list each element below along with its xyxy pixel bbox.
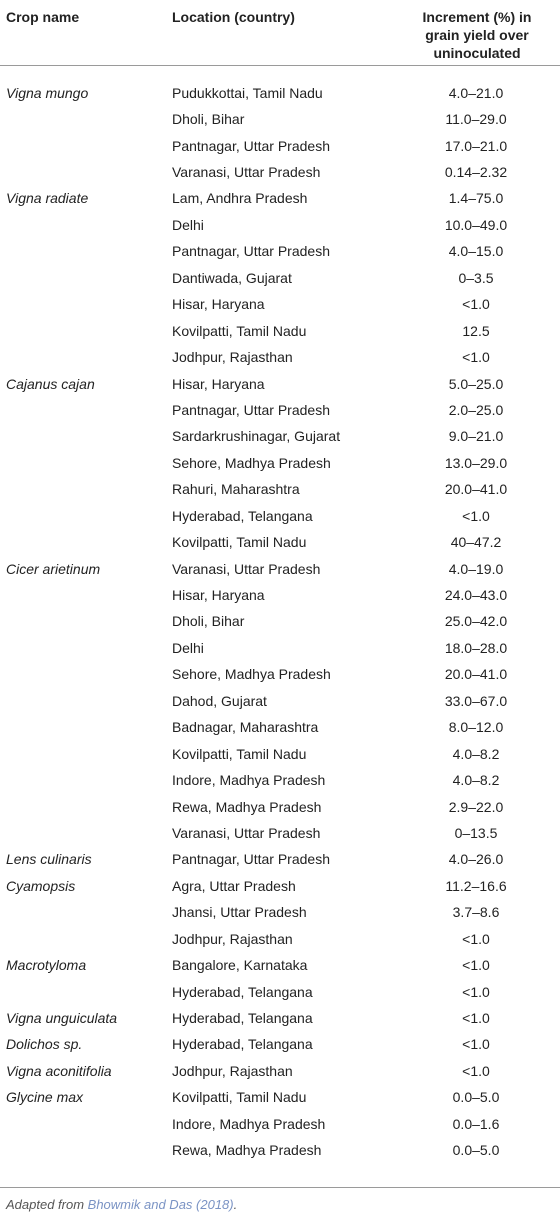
crop-name-cell <box>0 820 167 846</box>
increment-cell: 20.0–41.0 <box>444 666 508 683</box>
bottom-rule <box>0 1187 560 1188</box>
increment-cell: 40–47.2 <box>450 534 502 551</box>
location-cell: Hisar, Haryana <box>172 587 265 604</box>
increment-cell: 17.0–21.0 <box>444 137 508 154</box>
table-row <box>0 106 560 132</box>
crop-name-cell <box>0 793 167 819</box>
caption-suffix: . <box>233 1197 238 1212</box>
crop-name-cell: Macrotyloma <box>6 957 87 974</box>
header-increment <box>398 0 560 65</box>
location-cell: Lam, Andhra Pradesh <box>172 190 308 207</box>
increment-cell: <1.0 <box>462 1010 490 1027</box>
location-cell: Agra, Uttar Pradesh <box>172 877 296 894</box>
crop-name-cell <box>0 926 167 952</box>
increment-cell: 2.0–25.0 <box>448 401 504 418</box>
increment-cell: 20.0–41.0 <box>444 481 508 498</box>
header-crop-name: Crop name <box>0 0 167 65</box>
increment-cell: <1.0 <box>462 296 490 313</box>
location-cell: Varanasi, Uttar Pradesh <box>172 560 321 577</box>
location-cell: Rewa, Madhya Pradesh <box>172 798 322 815</box>
location-cell: Indore, Madhya Pradesh <box>172 1115 326 1132</box>
crop-name-cell <box>0 608 167 634</box>
location-cell: Pantnagar, Uttar Pradesh <box>172 401 330 418</box>
increment-cell: 0.0–1.6 <box>452 1115 500 1132</box>
table-row <box>0 397 560 423</box>
increment-cell: 4.0–21.0 <box>448 84 504 101</box>
crop-name-cell <box>0 159 167 185</box>
increment-cell: 25.0–42.0 <box>444 613 508 630</box>
table-row <box>0 635 560 661</box>
crop-name-cell <box>0 212 167 238</box>
table-row <box>0 688 560 714</box>
table-row <box>0 132 560 158</box>
crop-name-cell <box>0 635 167 661</box>
increment-cell: <1.0 <box>462 1062 490 1079</box>
crop-name-cell <box>0 1137 167 1163</box>
location-cell: Jhansi, Uttar Pradesh <box>172 904 307 921</box>
table-row <box>0 317 560 343</box>
crop-name-cell <box>0 529 167 555</box>
table-row <box>0 212 560 238</box>
increment-cell: 10.0–49.0 <box>444 216 508 233</box>
increment-cell: 5.0–25.0 <box>448 375 504 392</box>
location-cell: Hyderabad, Telangana <box>172 983 313 1000</box>
table-row <box>0 1137 560 1163</box>
table-row <box>0 555 560 581</box>
location-cell: Pantnagar, Uttar Pradesh <box>172 243 330 260</box>
location-cell: Kovilpatti, Tamil Nadu <box>172 745 307 762</box>
table-row <box>0 1005 560 1031</box>
crop-name-cell <box>0 291 167 317</box>
table-row <box>0 1031 560 1057</box>
crop-name-cell <box>0 423 167 449</box>
location-cell: Kovilpatti, Tamil Nadu <box>172 534 307 551</box>
location-cell: Hyderabad, Telangana <box>172 1036 313 1053</box>
location-cell: Jodhpur, Rajasthan <box>172 1062 293 1079</box>
table-row <box>0 899 560 925</box>
increment-cell: 33.0–67.0 <box>444 692 508 709</box>
increment-cell: 11.2–16.6 <box>445 877 507 894</box>
crop-name-cell <box>0 978 167 1004</box>
location-cell: Hisar, Haryana <box>172 375 265 392</box>
crop-name-cell: Vigna aconitifolia <box>6 1062 112 1079</box>
increment-cell: 0.14–2.32 <box>444 164 508 181</box>
header-row <box>0 0 560 65</box>
caption-prefix: Adapted from <box>6 1197 88 1212</box>
table-row <box>0 159 560 185</box>
table-caption <box>6 1197 237 1212</box>
table-row <box>0 846 560 872</box>
table-row <box>0 291 560 317</box>
table-row <box>0 978 560 1004</box>
crop-name-cell <box>0 397 167 423</box>
table-row <box>0 582 560 608</box>
location-cell: Varanasi, Uttar Pradesh <box>172 824 321 841</box>
header-increment-line-3: uninoculated <box>433 45 521 61</box>
location-cell: Delhi <box>172 216 204 233</box>
location-cell: Pantnagar, Uttar Pradesh <box>172 137 330 154</box>
table-row <box>0 529 560 555</box>
increment-cell: 9.0–21.0 <box>448 428 504 445</box>
crop-name-cell <box>0 1111 167 1137</box>
crop-name-cell <box>0 582 167 608</box>
crop-name-cell <box>0 344 167 370</box>
table-body <box>0 65 560 1163</box>
caption-reference-link[interactable]: Bhowmik and Das (2018) <box>87 1197 234 1212</box>
crop-name-cell <box>0 106 167 132</box>
table-header <box>0 0 560 65</box>
location-cell: Sehore, Madhya Pradesh <box>172 666 331 683</box>
location-cell: Dantiwada, Gujarat <box>172 269 292 286</box>
crop-name-cell: Cicer arietinum <box>6 560 101 577</box>
header-location: Location (country) <box>167 0 398 65</box>
increment-cell: <1.0 <box>462 507 490 524</box>
location-cell: Hyderabad, Telangana <box>172 507 313 524</box>
table-row <box>0 793 560 819</box>
location-cell: Rewa, Madhya Pradesh <box>172 1142 322 1159</box>
crop-name-cell: Cajanus cajan <box>6 375 95 392</box>
table-row <box>0 608 560 634</box>
increment-cell: 4.0–26.0 <box>448 851 504 868</box>
increment-cell: 24.0–43.0 <box>444 587 508 604</box>
table-row <box>0 926 560 952</box>
crop-name-cell <box>0 688 167 714</box>
crop-name-cell <box>0 767 167 793</box>
table-row <box>0 344 560 370</box>
increment-cell: 13.0–29.0 <box>444 454 508 471</box>
location-cell: Pantnagar, Uttar Pradesh <box>172 851 330 868</box>
table-row <box>0 423 560 449</box>
table-row <box>0 873 560 899</box>
increment-cell: 0–13.5 <box>454 824 498 841</box>
location-cell: Kovilpatti, Tamil Nadu <box>172 1089 307 1106</box>
crop-name-cell <box>0 740 167 766</box>
increment-cell: 4.0–15.0 <box>448 243 504 260</box>
header-increment-line-2: grain yield over <box>425 27 529 43</box>
table-row <box>0 1084 560 1110</box>
location-cell: Bangalore, Karnataka <box>172 957 308 974</box>
table-row <box>0 767 560 793</box>
table-row <box>0 714 560 740</box>
location-cell: Jodhpur, Rajasthan <box>172 349 293 366</box>
increment-cell: 4.0–8.2 <box>452 745 500 762</box>
table-row <box>0 185 560 211</box>
increment-cell: 4.0–8.2 <box>452 772 500 789</box>
increment-cell: <1.0 <box>462 349 490 366</box>
table-row <box>0 1111 560 1137</box>
increment-cell: 0–3.5 <box>458 269 494 286</box>
crop-name-cell: Vigna mungo <box>6 84 89 101</box>
crop-name-cell <box>0 238 167 264</box>
location-cell: Hyderabad, Telangana <box>172 1010 313 1027</box>
increment-cell: 18.0–28.0 <box>444 639 508 656</box>
location-cell: Dahod, Gujarat <box>172 692 267 709</box>
increment-cell: 11.0–29.0 <box>445 111 507 128</box>
table-row <box>0 820 560 846</box>
increment-cell: 1.4–75.0 <box>448 190 504 207</box>
crop-name-cell <box>0 714 167 740</box>
location-cell: Dholi, Bihar <box>172 613 245 630</box>
location-cell: Jodhpur, Rajasthan <box>172 930 293 947</box>
table-row <box>0 740 560 766</box>
crop-name-cell <box>0 317 167 343</box>
location-cell: Kovilpatti, Tamil Nadu <box>172 322 307 339</box>
increment-cell: 4.0–19.0 <box>448 560 504 577</box>
crop-name-cell: Lens culinaris <box>6 851 92 868</box>
location-cell: Indore, Madhya Pradesh <box>172 772 326 789</box>
crop-name-cell: Vigna unguiculata <box>6 1010 118 1027</box>
increment-cell: 2.9–22.0 <box>448 798 504 815</box>
location-cell: Dholi, Bihar <box>172 111 245 128</box>
table-row <box>0 661 560 687</box>
table-row <box>0 370 560 396</box>
increment-cell: <1.0 <box>462 1036 490 1053</box>
increment-cell: 8.0–12.0 <box>448 719 504 736</box>
increment-cell: <1.0 <box>462 957 490 974</box>
crop-name-cell <box>0 661 167 687</box>
increment-cell: <1.0 <box>462 983 490 1000</box>
increment-cell: 0.0–5.0 <box>452 1142 500 1159</box>
crop-name-cell <box>0 476 167 502</box>
increment-cell: 3.7–8.6 <box>452 904 500 921</box>
table-row <box>0 952 560 978</box>
crop-name-cell: Cyamopsis <box>6 877 76 894</box>
table-row <box>0 450 560 476</box>
table-row <box>0 476 560 502</box>
table-row <box>0 265 560 291</box>
increment-cell: 0.0–5.0 <box>452 1089 500 1106</box>
crop-name-cell <box>0 132 167 158</box>
table-row <box>0 1058 560 1084</box>
location-cell: Rahuri, Maharashtra <box>172 481 300 498</box>
location-cell: Sehore, Madhya Pradesh <box>172 454 331 471</box>
crop-name-cell: Glycine max <box>6 1089 84 1106</box>
location-cell: Delhi <box>172 639 204 656</box>
table-row <box>0 238 560 264</box>
table-row <box>0 65 560 106</box>
header-increment-line-1: Increment (%) in <box>422 9 532 25</box>
location-cell: Hisar, Haryana <box>172 296 265 313</box>
increment-cell: 12.5 <box>462 322 490 339</box>
crop-name-cell <box>0 503 167 529</box>
crop-name-cell <box>0 450 167 476</box>
increment-cell: <1.0 <box>462 930 490 947</box>
crop-name-cell <box>0 899 167 925</box>
crop-name-cell <box>0 265 167 291</box>
crop-name-cell: Vigna radiate <box>6 190 89 207</box>
location-cell: Badnagar, Maharashtra <box>172 719 319 736</box>
crop-name-cell: Dolichos sp. <box>6 1036 83 1053</box>
location-cell: Pudukkottai, Tamil Nadu <box>172 84 323 101</box>
table-row <box>0 503 560 529</box>
location-cell: Sardarkrushinagar, Gujarat <box>172 428 341 445</box>
location-cell: Varanasi, Uttar Pradesh <box>172 164 321 181</box>
